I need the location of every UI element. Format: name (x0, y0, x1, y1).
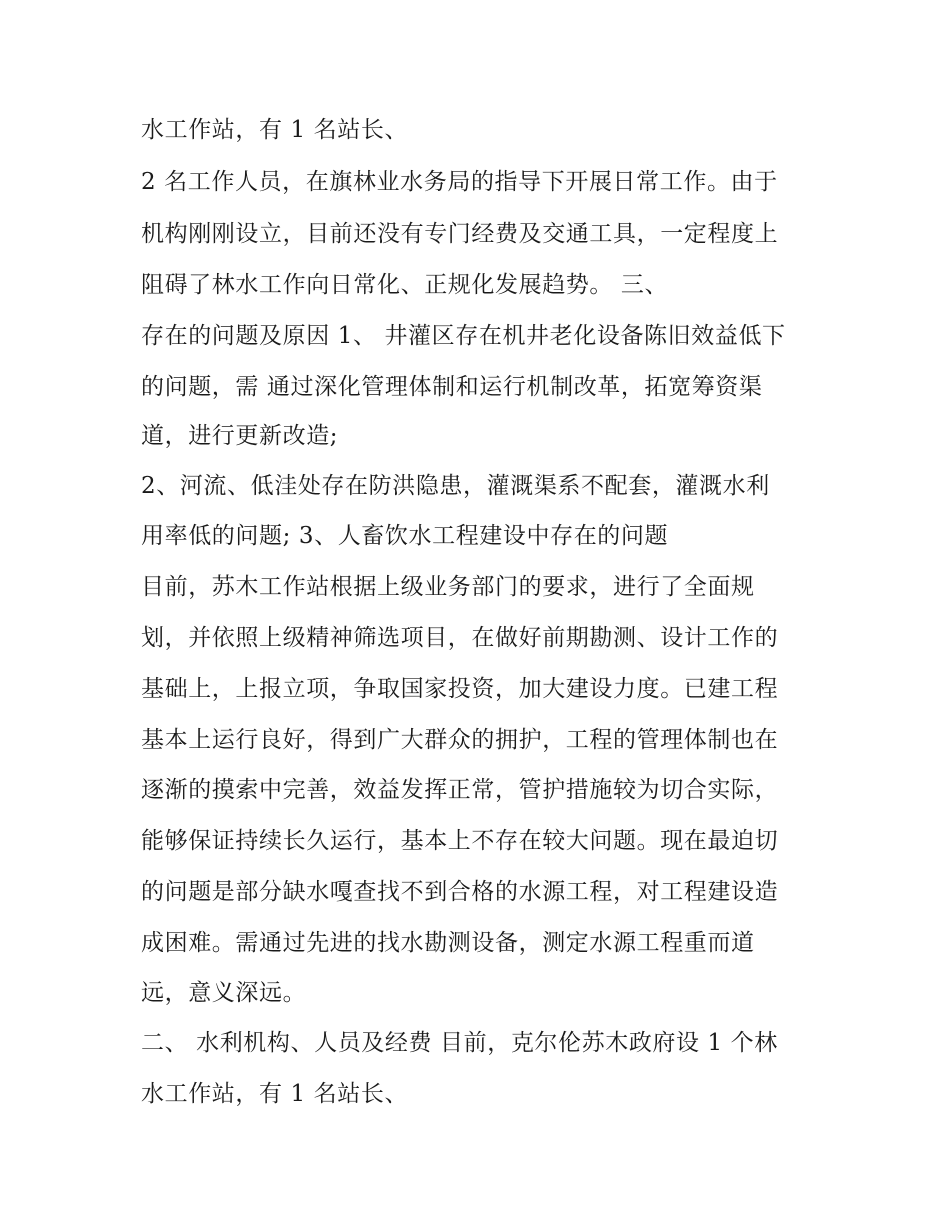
text-line: 机构刚刚设立，目前还没有专门经费及交通工具，一定程度上 (141, 221, 779, 247)
text-line: 二、 水利机构、人员及经费 目前，克尔伦苏木政府设 1 个林 (141, 1030, 778, 1056)
text-line: 逐渐的摸索中完善，效益发挥正常，管护措施较为切合实际， (141, 777, 779, 803)
text-line: 远，意义深远。 (141, 980, 307, 1006)
text-line: 道，进行更新改造; (141, 423, 339, 449)
text-line: 成困难。需通过先进的找水勘测设备，测定水源工程重而道 (141, 930, 755, 956)
text-line: 的问题是部分缺水嘎查找不到合格的水源工程，对工程建设造 (141, 879, 779, 905)
text-line: 基本上运行良好，得到广大群众的拥护，工程的管理体制也在 (141, 727, 779, 753)
text-line: 能够保证持续长久运行，基本上不存在较大问题。现在最迫切 (141, 828, 779, 854)
text-line: 水工作站，有 1 名站长、 (141, 1081, 409, 1107)
text-line: 目前，苏木工作站根据上级业务部门的要求，进行了全面规 (141, 574, 755, 600)
text-line: 2 名工作人员，在旗林业水务局的指导下开展日常工作。由于 (141, 169, 778, 195)
text-line: 2、河流、低洼处存在防洪隐患，灌溉渠系不配套，灌溉水利 (141, 473, 770, 499)
text-line: 阻碍了林水工作向日常化、正规化发展趋势。 三、 (141, 272, 669, 298)
text-line: 水工作站，有 1 名站长、 (141, 117, 409, 143)
text-line: 划，并依照上级精神筛选项目，在做好前期勘测、设计工作的 (141, 625, 779, 651)
text-line: 用率低的问题; 3、人畜饮水工程建设中存在的问题 (141, 523, 669, 549)
text-line: 基础上，上报立项，争取国家投资，加大建设力度。已建工程 (141, 676, 779, 702)
text-line: 存在的问题及原因 1、 井灌区存在机井老化设备陈旧效益低下 (141, 323, 786, 349)
text-line: 的问题，需 通过深化管理体制和运行机制改革，拓宽筹资渠 (141, 374, 763, 400)
